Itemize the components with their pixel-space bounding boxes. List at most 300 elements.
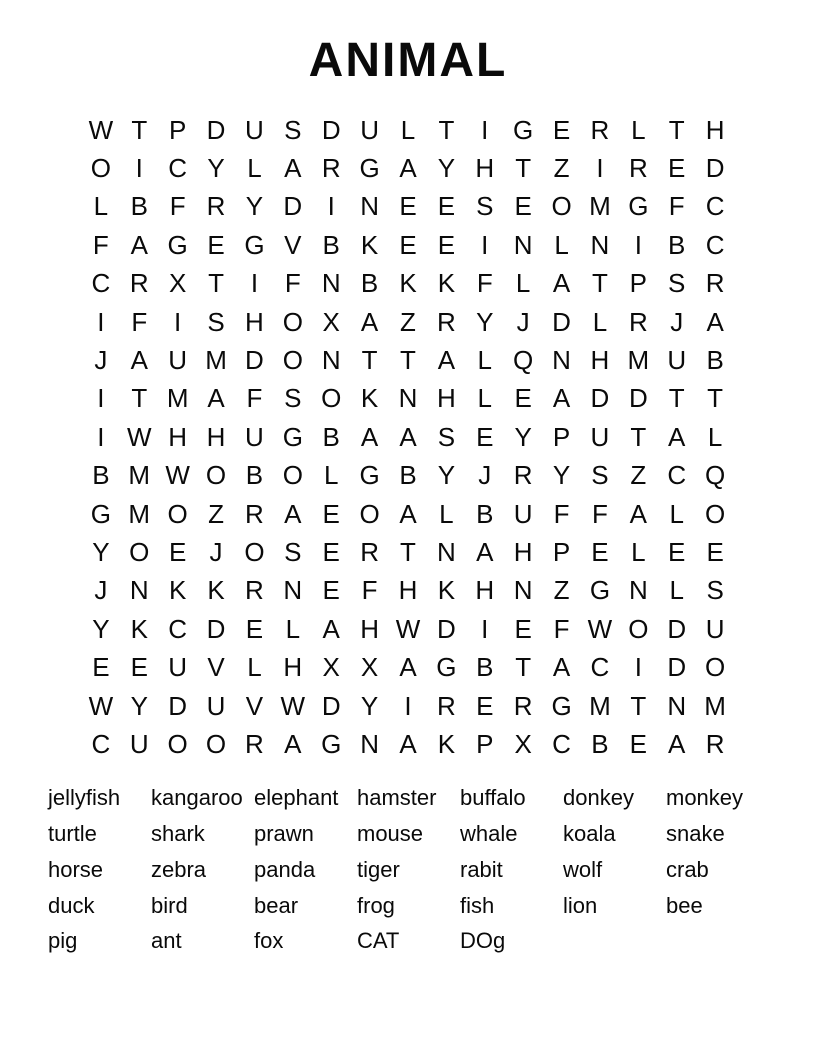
grid-letter: R: [628, 153, 648, 184]
grid-letter: I: [327, 191, 335, 222]
grid-letter: A: [130, 229, 148, 260]
grid-letter: W: [280, 690, 306, 721]
grid-letter: J: [670, 306, 684, 337]
grid-letter: K: [437, 728, 456, 759]
grid-letter: M: [704, 690, 726, 721]
word-list-item: koala: [563, 821, 616, 847]
grid-letter: O: [282, 306, 303, 337]
grid-letter: G: [359, 460, 380, 491]
grid-letter: E: [437, 229, 456, 260]
grid-letter: J: [94, 345, 108, 376]
grid-letter: Y: [437, 153, 456, 184]
grid-letter: E: [399, 229, 417, 260]
grid-letter: A: [399, 421, 417, 452]
grid-letter: F: [553, 613, 570, 644]
grid-letter: T: [361, 345, 378, 376]
puzzle-title: ANIMAL: [308, 34, 508, 87]
grid-letter: W: [88, 690, 114, 721]
grid-letter: L: [477, 345, 492, 376]
word-list-item: DOg: [460, 928, 506, 954]
grid-letter: O: [282, 460, 303, 491]
grid-letter: Z: [208, 498, 224, 529]
grid-letter: B: [668, 229, 686, 260]
grid-letter: R: [590, 114, 610, 145]
grid-letter: U: [513, 498, 533, 529]
grid-letter: D: [667, 613, 687, 644]
grid-letter: P: [552, 536, 571, 567]
grid-letter: Y: [92, 613, 110, 644]
grid-letter: N: [628, 575, 648, 606]
grid-letter: R: [129, 268, 149, 299]
grid-letter: Y: [130, 690, 148, 721]
grid-letter: J: [516, 306, 530, 337]
grid-letter: B: [706, 345, 724, 376]
grid-letter: K: [360, 383, 379, 414]
grid-letter: H: [206, 421, 226, 452]
grid-letter: G: [321, 728, 342, 759]
grid-letter: H: [475, 575, 495, 606]
grid-letter: X: [168, 268, 187, 299]
grid-letter: G: [436, 652, 457, 683]
grid-letter: B: [360, 268, 379, 299]
grid-letter: N: [436, 536, 456, 567]
grid-letter: Y: [476, 306, 494, 337]
grid-letter: T: [208, 268, 224, 299]
grid-letter: N: [552, 345, 571, 376]
word-list-item: wolf: [563, 856, 603, 882]
grid-letter: F: [592, 498, 608, 529]
grid-letter: O: [90, 153, 111, 184]
grid-letter: L: [669, 498, 684, 529]
grid-letter: I: [634, 229, 642, 260]
grid-letter: I: [634, 652, 642, 683]
grid-letter: I: [250, 268, 259, 299]
word-list-item: fish: [460, 892, 495, 918]
grid-letter: P: [168, 114, 187, 145]
grid-letter: H: [513, 536, 533, 567]
grid-letter: K: [360, 229, 379, 260]
grid-letter: G: [167, 229, 188, 260]
grid-letter: A: [207, 383, 225, 414]
grid-letter: D: [436, 613, 456, 644]
grid-letter: V: [284, 229, 302, 260]
grid-letter: O: [167, 728, 188, 759]
grid-letter: E: [591, 536, 609, 567]
grid-letter: W: [165, 460, 190, 491]
grid-letter: Z: [553, 153, 570, 184]
grid-letter: E: [629, 728, 647, 759]
grid-letter: I: [97, 383, 105, 414]
word-list-item: CAT: [357, 928, 400, 954]
grid-letter: Y: [245, 191, 264, 222]
grid-letter: O: [205, 460, 227, 491]
grid-letter: T: [400, 536, 416, 567]
grid-letter: T: [668, 114, 685, 145]
grid-letter: N: [590, 229, 610, 260]
grid-letter: C: [667, 460, 687, 491]
grid-letter: T: [438, 114, 455, 145]
grid-letter: A: [360, 306, 379, 337]
grid-letter: U: [705, 613, 725, 644]
grid-letter: S: [706, 575, 724, 606]
grid-letter: N: [360, 728, 379, 759]
grid-letter: F: [476, 268, 493, 299]
grid-letter: P: [552, 421, 571, 452]
grid-letter: D: [206, 114, 226, 145]
grid-letter: E: [322, 498, 340, 529]
grid-letter: K: [207, 575, 225, 606]
grid-letter: A: [552, 652, 571, 683]
word-list-item: bird: [151, 892, 188, 918]
grid-letter: I: [596, 153, 604, 184]
grid-letter: C: [590, 652, 610, 683]
grid-letter: L: [554, 229, 569, 260]
grid-letter: H: [245, 306, 264, 337]
word-list-item: rabit: [460, 856, 503, 882]
grid-letter: W: [126, 421, 152, 452]
word-list-item: buffalo: [460, 785, 526, 811]
grid-letter: E: [476, 421, 494, 452]
grid-letter: D: [667, 652, 687, 683]
grid-letter: R: [513, 460, 533, 491]
grid-letter: U: [360, 114, 379, 145]
grid-letter: A: [437, 345, 456, 376]
word-list-item: whale: [460, 821, 518, 847]
grid-letter: D: [590, 383, 610, 414]
grid-letter: C: [705, 191, 725, 222]
grid-letter: W: [395, 613, 421, 644]
grid-letter: A: [130, 345, 148, 376]
grid-letter: L: [285, 613, 301, 644]
grid-letter: A: [476, 536, 494, 567]
grid-letter: I: [97, 421, 105, 452]
grid-letter: G: [244, 229, 265, 260]
grid-letter: F: [361, 575, 378, 606]
grid-letter: X: [514, 728, 532, 759]
grid-letter: E: [399, 191, 417, 222]
grid-letter: S: [476, 191, 494, 222]
grid-letter: E: [92, 652, 110, 683]
grid-letter: U: [245, 114, 264, 145]
grid-letter: U: [667, 345, 687, 376]
grid-letter: A: [668, 421, 686, 452]
grid-letter: E: [514, 383, 532, 414]
grid-letter: L: [439, 498, 454, 529]
grid-letter: T: [131, 383, 148, 414]
grid-letter: I: [174, 306, 182, 337]
grid-letter: M: [166, 383, 189, 414]
word-list-item: elephant: [254, 785, 339, 811]
grid-letter: S: [284, 114, 302, 145]
grid-letter: Z: [553, 575, 570, 606]
word-list-item: turtle: [48, 821, 97, 847]
grid-letter: A: [399, 652, 417, 683]
word-list-item: mouse: [357, 821, 424, 847]
grid-letter: L: [323, 460, 339, 491]
grid-letter: T: [400, 345, 416, 376]
grid-letter: E: [514, 613, 532, 644]
grid-letter: Y: [207, 153, 225, 184]
grid-letter: A: [552, 383, 571, 414]
grid-letter: O: [129, 536, 150, 567]
grid-letter: R: [436, 690, 456, 721]
grid-letter: R: [245, 498, 264, 529]
grid-letter: E: [322, 536, 340, 567]
grid-letter: L: [669, 575, 684, 606]
grid-letter: O: [705, 652, 726, 683]
grid-letter: M: [205, 345, 227, 376]
grid-letter: A: [629, 498, 647, 529]
grid-letter: F: [92, 229, 109, 260]
grid-letter: T: [515, 652, 532, 683]
grid-letter: O: [282, 345, 303, 376]
grid-letter: G: [551, 690, 572, 721]
grid-letter: K: [437, 268, 456, 299]
word-list-item: duck: [48, 892, 95, 918]
grid-letter: T: [630, 421, 647, 452]
grid-letter: E: [245, 613, 264, 644]
word-list-item: panda: [254, 856, 316, 882]
grid-letter: E: [168, 536, 187, 567]
grid-letter: R: [245, 575, 264, 606]
grid-letter: M: [589, 690, 611, 721]
grid-letter: A: [360, 421, 379, 452]
grid-letter: R: [513, 690, 533, 721]
grid-letter: K: [399, 268, 417, 299]
grid-letter: H: [398, 575, 418, 606]
grid-letter: O: [705, 498, 726, 529]
grid-letter: Z: [630, 460, 647, 491]
grid-letter: L: [631, 114, 646, 145]
word-list-item: bear: [254, 892, 299, 918]
grid-letter: X: [360, 652, 379, 683]
grid-letter: L: [247, 652, 262, 683]
grid-letter: D: [168, 690, 188, 721]
grid-letter: E: [552, 114, 571, 145]
grid-letter: J: [209, 536, 223, 567]
grid-letter: S: [591, 460, 609, 491]
grid-letter: L: [477, 383, 492, 414]
grid-letter: J: [478, 460, 492, 491]
grid-letter: E: [437, 191, 456, 222]
word-list-item: kangaroo: [151, 785, 243, 811]
grid-letter: T: [592, 268, 608, 299]
grid-letter: P: [476, 728, 494, 759]
grid-letter: U: [245, 421, 264, 452]
grid-letter: T: [515, 153, 532, 184]
grid-letter: L: [592, 306, 608, 337]
grid-letter: G: [513, 114, 534, 145]
grid-letter: U: [590, 421, 610, 452]
grid-letter: F: [668, 191, 685, 222]
grid-letter: A: [284, 498, 302, 529]
grid-letter: Y: [360, 690, 379, 721]
grid-letter: H: [168, 421, 188, 452]
grid-letter: G: [282, 421, 303, 452]
grid-letter: R: [705, 268, 725, 299]
grid-letter: B: [476, 652, 494, 683]
grid-letter: I: [135, 153, 143, 184]
grid-letter: V: [245, 690, 264, 721]
grid-letter: Y: [552, 460, 571, 491]
grid-letter: D: [321, 114, 341, 145]
grid-letter: Y: [92, 536, 110, 567]
grid-letter: B: [399, 460, 417, 491]
grid-letter: Q: [705, 460, 726, 491]
grid-letter: J: [94, 575, 108, 606]
grid-letter: G: [628, 191, 649, 222]
grid-letter: H: [283, 652, 303, 683]
word-list-item: hamster: [357, 785, 437, 811]
grid-letter: R: [321, 153, 341, 184]
grid-letter: S: [668, 268, 686, 299]
grid-letter: A: [284, 728, 302, 759]
grid-letter: E: [668, 536, 686, 567]
grid-letter: G: [90, 498, 111, 529]
grid-letter: D: [628, 383, 648, 414]
grid-letter: U: [168, 345, 188, 376]
grid-letter: D: [206, 613, 226, 644]
grid-letter: F: [553, 498, 570, 529]
grid-letter: R: [206, 191, 226, 222]
grid-letter: A: [668, 728, 686, 759]
word-list-item: tiger: [357, 856, 400, 882]
grid-letter: L: [247, 153, 262, 184]
grid-letter: F: [169, 191, 186, 222]
grid-letter: A: [399, 728, 417, 759]
grid-letter: V: [207, 652, 225, 683]
grid-letter: Y: [437, 460, 456, 491]
word-list-item: monkey: [666, 785, 744, 811]
grid-letter: I: [404, 690, 412, 721]
grid-letter: A: [399, 153, 417, 184]
grid-letter: C: [91, 728, 111, 759]
word-list-item: shark: [151, 821, 205, 847]
grid-letter: O: [321, 383, 342, 414]
grid-letter: E: [706, 536, 724, 567]
grid-letter: C: [552, 728, 571, 759]
grid-letter: U: [206, 690, 226, 721]
grid-letter: O: [359, 498, 380, 529]
grid-letter: Q: [513, 345, 534, 376]
word-list: [48, 781, 816, 959]
grid-letter: M: [589, 191, 611, 222]
grid-letter: S: [437, 421, 456, 452]
grid-letter: A: [399, 498, 417, 529]
grid-letter: E: [514, 191, 532, 222]
grid-letter: A: [284, 153, 302, 184]
grid-letter: P: [629, 268, 647, 299]
word-list-item: snake: [666, 821, 725, 847]
grid-letter: T: [131, 114, 148, 145]
grid-letter: S: [284, 536, 302, 567]
grid-letter: R: [245, 728, 264, 759]
grid-letter: N: [513, 229, 533, 260]
grid-letter: T: [630, 690, 647, 721]
grid-letter: I: [481, 613, 489, 644]
grid-letter: F: [284, 268, 301, 299]
grid-letter: M: [627, 345, 650, 376]
grid-letter: B: [322, 421, 340, 452]
grid-letter: L: [515, 268, 531, 299]
grid-letter: C: [91, 268, 111, 299]
grid-letter: C: [705, 229, 725, 260]
word-list-item: zebra: [151, 856, 207, 882]
grid-letter: C: [168, 153, 188, 184]
grid-letter: U: [129, 728, 149, 759]
grid-letter: I: [481, 114, 489, 145]
grid-letter: R: [360, 536, 379, 567]
grid-letter: L: [93, 191, 109, 222]
grid-letter: D: [283, 191, 303, 222]
word-list-item: frog: [357, 892, 395, 918]
grid-letter: E: [207, 229, 225, 260]
grid-letter: N: [360, 191, 379, 222]
grid-letter: A: [706, 306, 724, 337]
grid-letter: R: [628, 306, 648, 337]
word-list-item: horse: [48, 856, 104, 882]
grid-letter: F: [131, 306, 148, 337]
grid-letter: T: [668, 383, 685, 414]
grid-letter: G: [589, 575, 611, 606]
grid-letter: C: [168, 613, 188, 644]
grid-letter: S: [284, 383, 302, 414]
word-list-item: bee: [666, 892, 703, 918]
grid-letter: O: [244, 536, 265, 567]
grid-letter: N: [283, 575, 303, 606]
grid-letter: L: [631, 536, 646, 567]
grid-letter: D: [552, 306, 571, 337]
word-list-item: crab: [666, 856, 709, 882]
grid-letter: N: [321, 268, 341, 299]
grid-letter: E: [130, 652, 148, 683]
grid-letter: R: [705, 728, 725, 759]
grid-letter: D: [245, 345, 264, 376]
grid-letter: O: [628, 613, 649, 644]
grid-letter: H: [590, 345, 610, 376]
grid-letter: B: [92, 460, 110, 491]
grid-letter: Y: [514, 421, 532, 452]
grid-letter: S: [207, 306, 225, 337]
word-list-item: pig: [48, 928, 78, 954]
grid-letter: H: [475, 153, 495, 184]
grid-letter: L: [400, 114, 416, 145]
grid-letter: K: [130, 613, 148, 644]
grid-letter: R: [436, 306, 456, 337]
grid-letter: K: [168, 575, 187, 606]
grid-letter: U: [168, 652, 188, 683]
grid-letter: E: [322, 575, 340, 606]
grid-letter: N: [129, 575, 149, 606]
word-list-item: ant: [151, 928, 182, 954]
grid-letter: O: [167, 498, 188, 529]
grid-letter: O: [205, 728, 227, 759]
grid-letter: O: [551, 191, 572, 222]
grid-letter: T: [707, 383, 724, 414]
grid-letter: X: [322, 652, 340, 683]
grid-letter: X: [322, 306, 340, 337]
grid-letter: I: [481, 229, 489, 260]
grid-letter: A: [322, 613, 340, 644]
grid-letter: B: [591, 728, 609, 759]
word-list-item: lion: [563, 892, 598, 918]
letter-grid: [82, 111, 735, 764]
grid-letter: I: [97, 306, 105, 337]
grid-letter: F: [246, 383, 263, 414]
grid-letter: B: [130, 191, 148, 222]
grid-letter: M: [128, 498, 151, 529]
grid-letter: N: [398, 383, 418, 414]
